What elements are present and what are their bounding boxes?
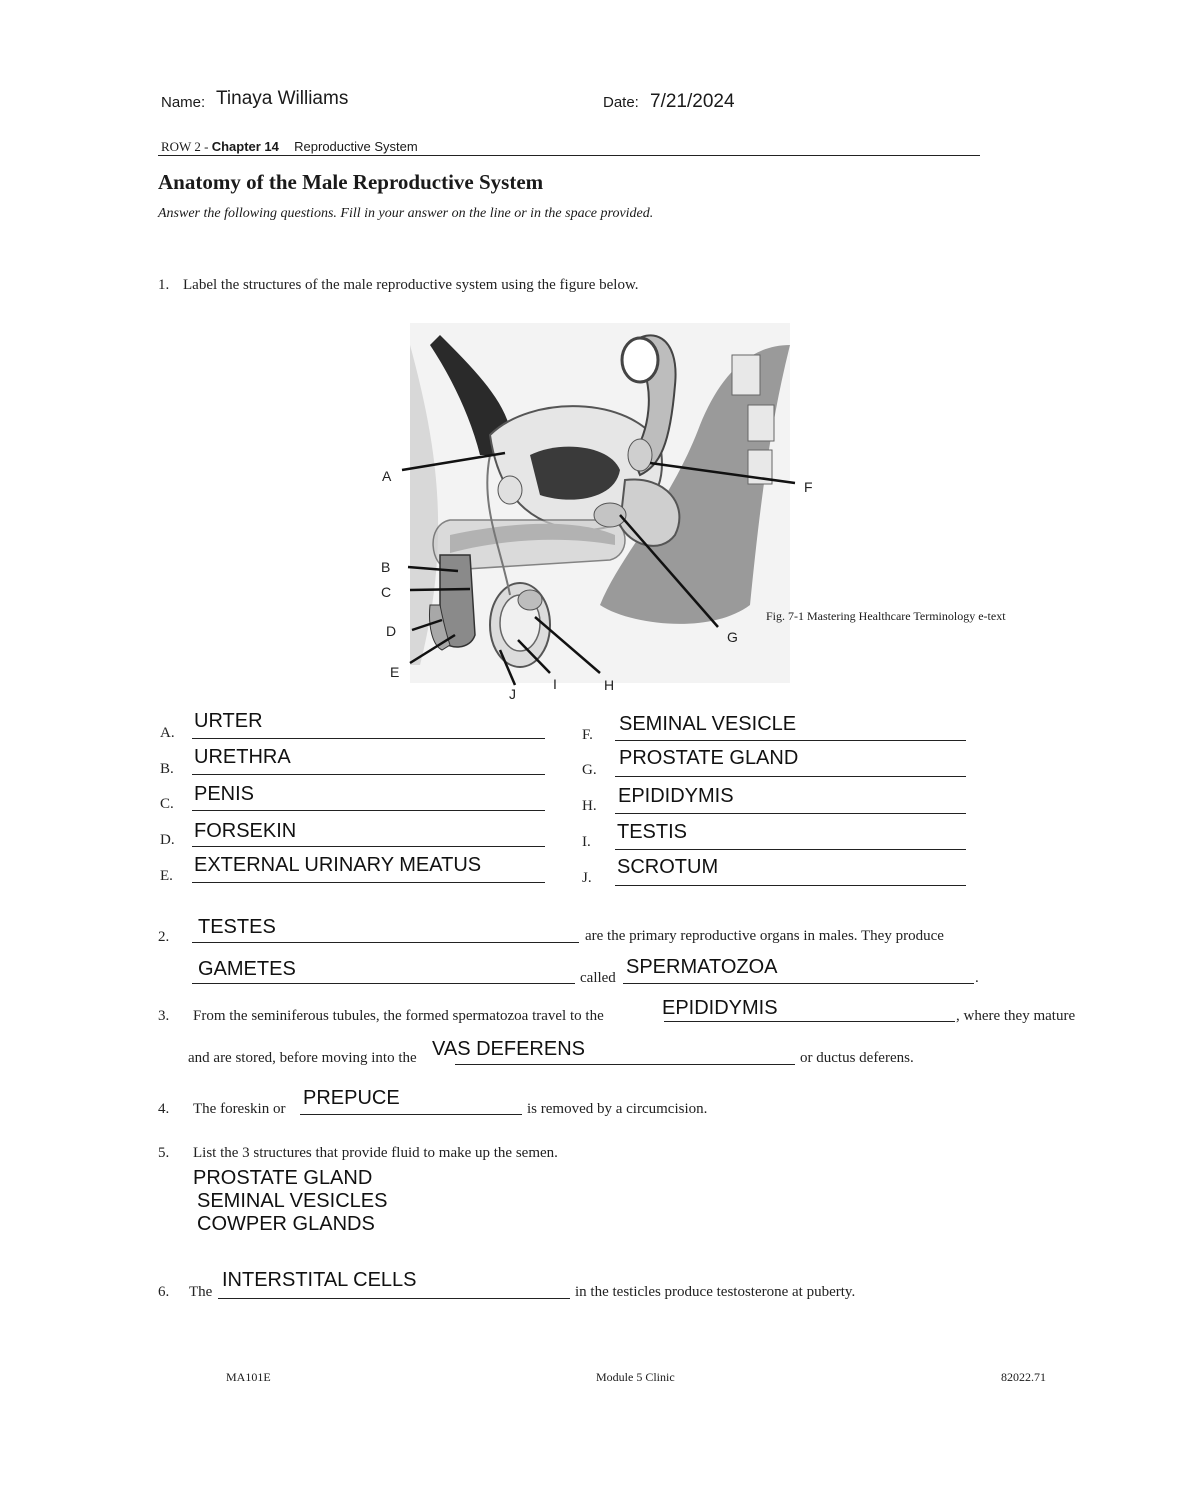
- q5-text: List the 3 structures that provide fluid to make up the semen.: [193, 1145, 558, 1161]
- q6-answer[interactable]: INTERSTITAL CELLS: [222, 1269, 417, 1291]
- figure-letter-g: G: [727, 629, 738, 645]
- answer-c[interactable]: PENIS: [194, 783, 255, 805]
- q2-text-2: called: [580, 970, 616, 986]
- page-title: Anatomy of the Male Reproductive System: [158, 170, 544, 194]
- figure-letter-e: E: [390, 664, 400, 680]
- figure-letter-f: F: [804, 479, 813, 495]
- ureter-end: [498, 476, 522, 504]
- vertebra-1: [732, 355, 760, 395]
- label-letter-a: A.: [160, 725, 175, 741]
- figure-letter-i: I: [553, 676, 557, 692]
- answer-a[interactable]: URTER: [194, 710, 263, 732]
- q5-answer-3[interactable]: COWPER GLANDS: [197, 1213, 375, 1235]
- figure-caption: Fig. 7-1 Mastering Healthcare Terminology e-text: [766, 609, 1006, 623]
- q5-answer-1[interactable]: PROSTATE GLAND: [193, 1167, 373, 1189]
- chapter-header: [161, 139, 418, 155]
- rectum-opening: [622, 338, 658, 382]
- q2-end: .: [975, 970, 979, 986]
- q6-text-2: in the testicles produce testosterone at puberty.: [575, 1284, 856, 1300]
- answer-f[interactable]: SEMINAL VESICLE: [619, 713, 797, 735]
- answer-line-j: [615, 885, 966, 886]
- q5-number: 5.: [158, 1145, 170, 1161]
- q4-number: 4.: [158, 1101, 170, 1117]
- q6-number: 6.: [158, 1284, 170, 1300]
- header-rule: [158, 155, 980, 156]
- label-letter-e: E.: [160, 868, 173, 884]
- name-label: Name:: [161, 94, 206, 111]
- q2-line-2: [192, 983, 575, 984]
- q2-number: 2.: [158, 929, 170, 945]
- figure-letter-c: C: [381, 584, 392, 600]
- q2-answer-3[interactable]: SPERMATOZOA: [626, 956, 778, 978]
- answer-i[interactable]: TESTIS: [617, 821, 688, 843]
- q3-answer-2[interactable]: VAS DEFERENS: [432, 1038, 585, 1060]
- date-label: Date:: [603, 94, 639, 111]
- q2-answer-1[interactable]: TESTES: [198, 916, 276, 938]
- answer-d[interactable]: FORSEKIN: [194, 820, 297, 842]
- vertebra-2: [748, 405, 774, 441]
- q3-number: 3.: [158, 1008, 170, 1024]
- figure-letter-b: B: [381, 559, 391, 575]
- q2-text-1: are the primary reproductive organs in males. They produce: [585, 928, 944, 944]
- answer-b[interactable]: URETHRA: [194, 746, 291, 768]
- answer-j[interactable]: SCROTUM: [617, 856, 719, 878]
- label-letter-h: H.: [582, 798, 597, 814]
- q1-text: Label the structures of the male reproductive system using the figure below.: [183, 277, 639, 293]
- footer-center: Module 5 Clinic: [596, 1370, 675, 1384]
- anatomy-figure: [370, 305, 1070, 705]
- q3-line-1: [664, 1021, 955, 1022]
- answer-line-i: [615, 849, 966, 850]
- epididymis-shape: [518, 590, 542, 610]
- figure-letter-d: D: [386, 623, 397, 639]
- label-letter-d: D.: [160, 832, 175, 848]
- label-letter-c: C.: [160, 796, 174, 812]
- answer-e[interactable]: EXTERNAL URINARY MEATUS: [194, 854, 482, 876]
- label-letter-f: F.: [582, 727, 593, 743]
- figure-letter-h: H: [604, 677, 615, 693]
- q4-text-1: The foreskin or: [193, 1101, 286, 1117]
- seminal-vesicle-shape: [628, 439, 652, 471]
- footer-right: 82022.71: [1001, 1370, 1046, 1384]
- q3-line-2: [455, 1064, 795, 1065]
- label-letter-j: J.: [582, 870, 592, 886]
- q6-text-1: The: [189, 1284, 213, 1300]
- instructions: Answer the following questions. Fill in your answer on the line or in the space provided.: [158, 206, 654, 221]
- q4-text-2: is removed by a circumcision.: [527, 1101, 708, 1117]
- q5-answer-2[interactable]: SEMINAL VESICLES: [197, 1190, 388, 1212]
- chapter-label: Chapter 14: [211, 139, 279, 154]
- answer-line-c: [192, 810, 545, 811]
- label-letter-b: B.: [160, 761, 174, 777]
- q2-line-3: [623, 983, 974, 984]
- q1-number: 1.: [158, 277, 170, 293]
- q3-text-2: , where they mature: [956, 1008, 1076, 1024]
- q3-answer-1[interactable]: EPIDIDYMIS: [662, 997, 778, 1019]
- date-field[interactable]: 7/21/2024: [650, 91, 735, 112]
- answer-line-a: [192, 738, 545, 739]
- answer-g[interactable]: PROSTATE GLAND: [619, 747, 799, 769]
- q3-text-4: or ductus deferens.: [800, 1050, 914, 1066]
- q4-answer[interactable]: PREPUCE: [303, 1087, 400, 1109]
- footer-left: MA101E: [226, 1370, 271, 1384]
- q3-text-1: From the seminiferous tubules, the formed spermatozoa travel to the: [193, 1008, 604, 1024]
- answer-line-e: [192, 882, 545, 883]
- answer-line-d: [192, 846, 545, 847]
- q4-line: [300, 1114, 522, 1115]
- q6-line: [218, 1298, 570, 1299]
- row-label: ROW 2 -: [161, 139, 212, 154]
- answer-line-h: [615, 813, 966, 814]
- label-letter-g: G.: [582, 762, 597, 778]
- name-field[interactable]: Tinaya Williams: [216, 88, 349, 109]
- answer-h[interactable]: EPIDIDYMIS: [618, 785, 734, 807]
- chapter-title: Reproductive System: [294, 139, 418, 154]
- q2-line-1: [192, 942, 579, 943]
- answer-line-b: [192, 774, 545, 775]
- figure-letter-a: A: [382, 468, 392, 484]
- answer-line-f: [615, 740, 966, 741]
- figure-letter-j: J: [509, 686, 516, 702]
- label-letter-i: I.: [582, 834, 591, 850]
- q3-text-3: and are stored, before moving into the: [188, 1050, 417, 1066]
- answer-line-g: [615, 776, 966, 777]
- q2-answer-2[interactable]: GAMETES: [198, 958, 296, 980]
